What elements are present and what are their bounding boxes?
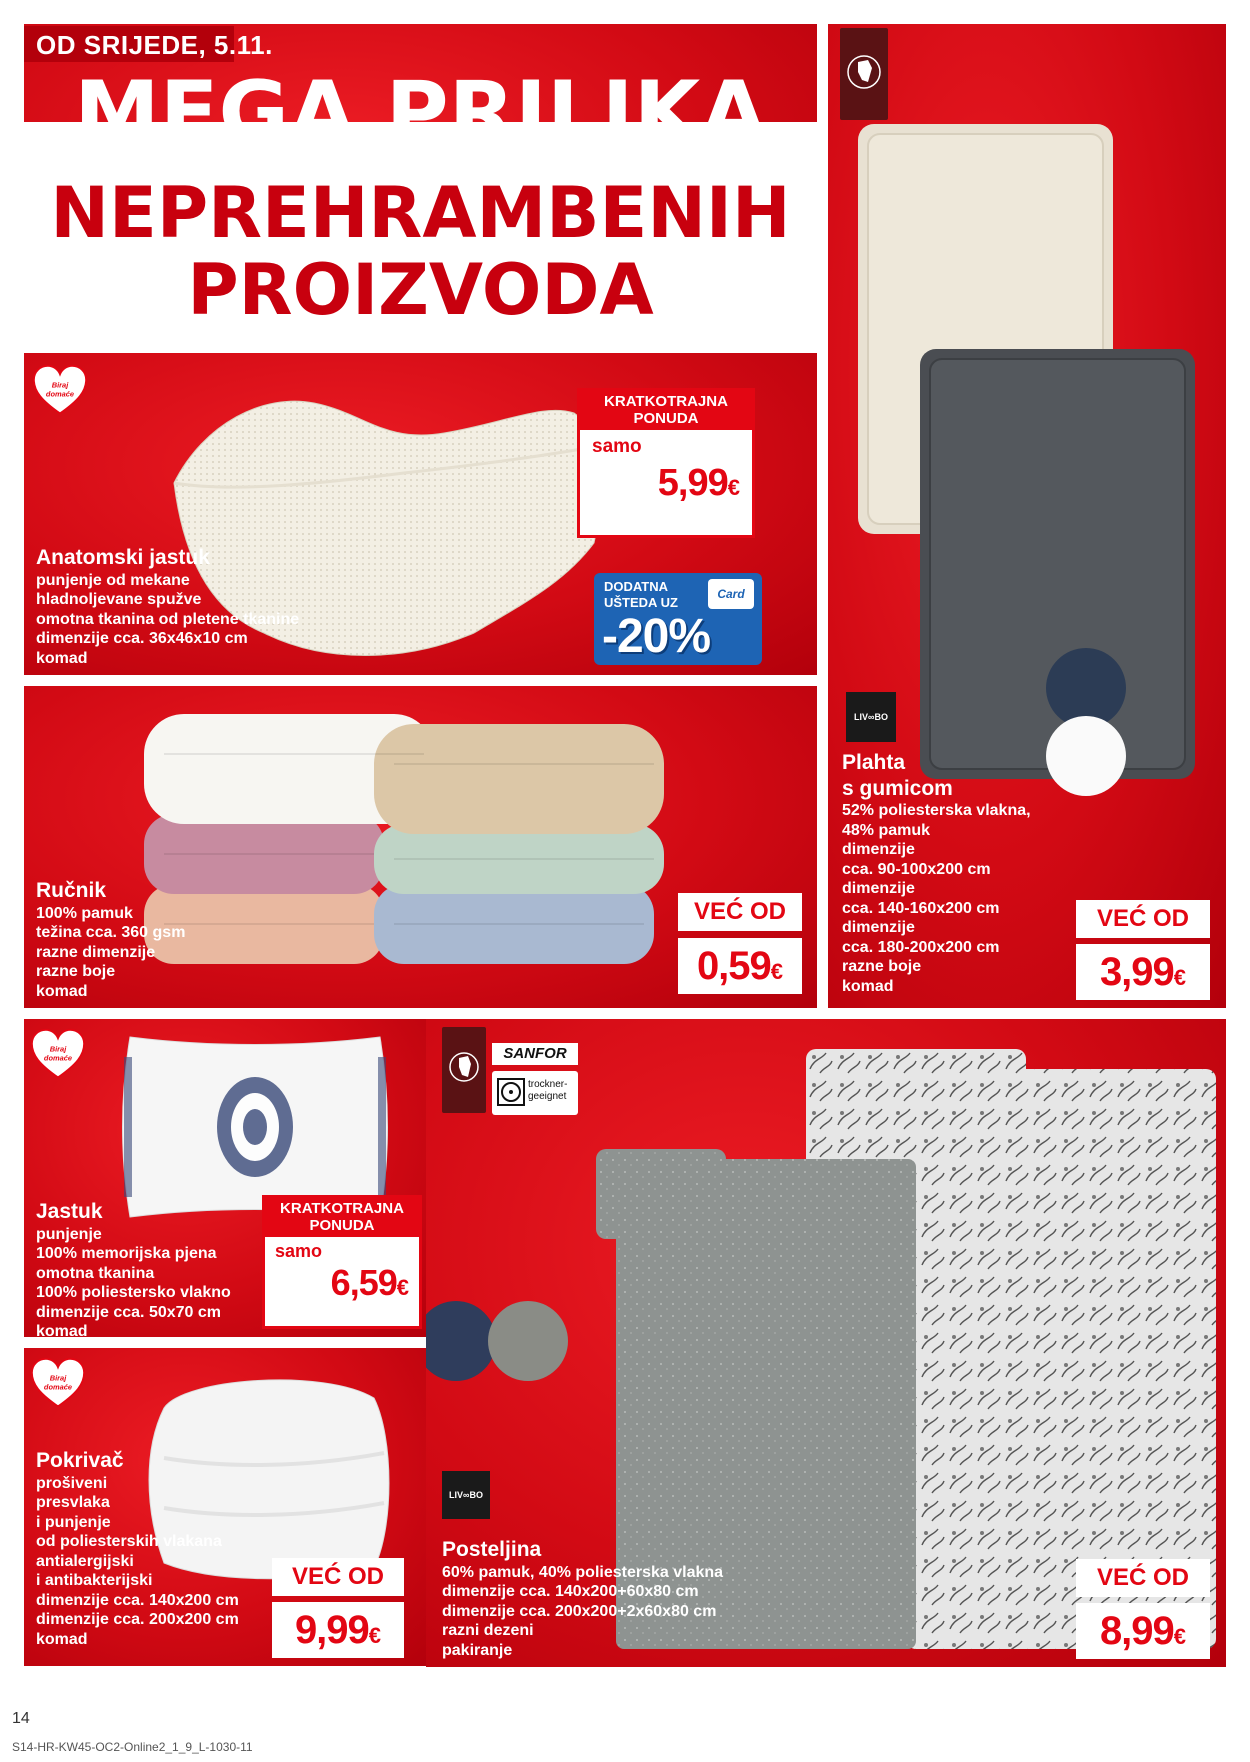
- desc-line: dimenzije cca. 50x70 cm: [36, 1303, 221, 1321]
- short-term-offer-box: [262, 1195, 422, 1329]
- headline-line-1: MEGA PRILIKA: [74, 63, 767, 163]
- fitted-sheet-description: [842, 750, 1102, 996]
- svg-text:domaće: domaće: [43, 1053, 73, 1063]
- desc-line: 100% pamuk: [36, 904, 133, 922]
- sheet-price: [1076, 944, 1210, 1000]
- short-term-offer-body: [265, 1237, 419, 1308]
- desc-line: prošiveni: [36, 1474, 108, 1492]
- heart-badge: [30, 1356, 86, 1412]
- sheet-vec-od: VEĆ OD: [1076, 900, 1210, 938]
- product-title: Pokrivač: [36, 1449, 124, 1472]
- desc-line: dimenzije cca. 36x46x10 cm: [36, 630, 248, 648]
- price-value: 5,99: [657, 461, 728, 504]
- svg-text:Biraj: Biraj: [49, 1373, 67, 1383]
- euro-sign: €: [396, 1274, 409, 1300]
- svg-text:domaće: domaće: [43, 1382, 73, 1392]
- towel-price: [678, 938, 802, 994]
- svg-text:Biraj: Biraj: [51, 380, 69, 390]
- desc-line: hladnoljevane spužve: [36, 591, 202, 609]
- short-term-offer-header: [580, 391, 752, 430]
- fabric-swatch-grey: [488, 1301, 568, 1381]
- short-term-offer-header: [265, 1198, 419, 1237]
- fitted-sheet-panel: [828, 24, 1226, 1008]
- price-value: 8,99: [1099, 1609, 1174, 1653]
- bedding-panel: [426, 1019, 1226, 1667]
- desc-line: razne boje: [36, 963, 116, 981]
- card-text-1: DODATNA: [604, 579, 669, 594]
- short-term-offer-body: [580, 430, 752, 511]
- desc-line: komad: [36, 1323, 88, 1337]
- short-term-offer-line-2: PONUDA: [309, 1217, 375, 1235]
- desc-line: punjenje: [36, 1225, 102, 1243]
- desc-line: cca. 90-100x200 cm: [842, 860, 991, 878]
- headline-line-2: NEPREHRAMBENIH: [50, 172, 791, 254]
- memory-pillow-price: [275, 1262, 409, 1304]
- euro-sign: €: [1173, 1624, 1187, 1649]
- samo-label: samo: [275, 1240, 323, 1261]
- desc-line: cca. 180-200x200 cm: [842, 938, 1000, 956]
- logo-text: LIV∞BO: [854, 712, 888, 722]
- desc-line: punjenje od mekane: [36, 571, 190, 589]
- desc-line: dimenzije: [842, 880, 915, 898]
- price-value: 0,59: [696, 944, 771, 988]
- desc-line: razne boje: [842, 958, 922, 976]
- price-value: 3,99: [1099, 950, 1174, 994]
- desc-line: presvlaka: [36, 1494, 110, 1512]
- duvet-price: [272, 1602, 404, 1658]
- desc-line: dimenzije cca. 200x200 cm: [36, 1611, 239, 1629]
- livarno-logo: [442, 1471, 490, 1519]
- livarno-logo: [846, 692, 896, 742]
- africa-icon: [840, 28, 888, 120]
- desc-line: cca. 140-160x200 cm: [842, 899, 1000, 917]
- short-term-offer-line-1: KRATKOTRAJNA: [604, 393, 728, 410]
- desc-line: dimenzije: [842, 919, 915, 937]
- anatomic-pillow-price: [592, 462, 740, 505]
- desc-line: komad: [36, 649, 88, 667]
- logo-text: LIV∞BO: [449, 1490, 483, 1500]
- africa-icon: [442, 1027, 486, 1113]
- desc-line: omotna tkanina: [36, 1264, 155, 1282]
- euro-sign: €: [1173, 965, 1187, 990]
- desc-line: omotna tkanina od pletene tkanine: [36, 610, 300, 628]
- product-title: Ručnik: [36, 879, 107, 902]
- duvet-description: [36, 1448, 286, 1649]
- bedding-vec-od: VEĆ OD: [1076, 1559, 1210, 1597]
- svg-text:domaće: domaće: [45, 389, 75, 399]
- desc-line: 48% pamuk: [842, 821, 931, 839]
- price-value: 9,99: [294, 1608, 369, 1652]
- desc-line: dimenzije cca. 140x200+60x80 cm: [442, 1583, 699, 1601]
- desc-line: i punjenje: [36, 1513, 111, 1531]
- card-icon: [708, 579, 754, 609]
- card-discount-badge: [594, 573, 762, 665]
- desc-line: dimenzije cca. 200x200+2x60x80 cm: [442, 1602, 717, 1620]
- desc-line: od poliesterskih vlakana: [36, 1533, 222, 1551]
- page-code: S14-HR-KW45-OC2-Online2_1_9_L-1030-11: [12, 1740, 253, 1754]
- card-text-2: UŠTEDA UZ: [604, 595, 678, 610]
- desc-line: 60% pamuk, 40% poliesterska vlakna: [442, 1563, 724, 1581]
- duvet-vec-od: VEĆ OD: [272, 1558, 404, 1596]
- discount-value: -20%: [602, 610, 711, 663]
- dryer-text: trockner-geeignet: [528, 1079, 568, 1102]
- cotton-africa-logo: [840, 28, 888, 120]
- short-term-offer-box: [577, 388, 755, 538]
- page-number: 14: [12, 1710, 30, 1727]
- bedding-description: [442, 1537, 862, 1660]
- desc-line: i antibakterijski: [36, 1572, 153, 1590]
- bedding-price: [1076, 1603, 1210, 1659]
- towel-vec-od: VEĆ OD: [678, 893, 802, 931]
- short-term-offer-line-2: PONUDA: [633, 410, 699, 428]
- desc-line: težina cca. 360 gsm: [36, 924, 186, 942]
- desc-line: komad: [842, 977, 894, 995]
- card-word: Card: [717, 587, 745, 601]
- svg-text:Biraj: Biraj: [49, 1044, 67, 1054]
- sanfor-text: SANFOR: [503, 1045, 567, 1062]
- product-title: Anatomski jastuk: [36, 546, 210, 569]
- memory-pillow-description: [36, 1199, 276, 1337]
- desc-line: komad: [36, 1630, 88, 1648]
- towel-panel: [24, 686, 817, 1008]
- cotton-africa-logo: [442, 1027, 486, 1113]
- anatomic-pillow-panel: [24, 353, 817, 675]
- desc-line: komad: [36, 982, 88, 1000]
- desc-line: 100% memorijska pjena: [36, 1245, 217, 1263]
- short-term-offer-line-1: KRATKOTRAJNA: [280, 1200, 404, 1217]
- product-title: Jastuk: [36, 1200, 103, 1223]
- product-title-2: s gumicom: [842, 776, 953, 800]
- desc-line: 52% poliesterska vlakna,: [842, 802, 1031, 820]
- desc-line: razne dimenzije: [36, 943, 156, 961]
- desc-line: dimenzije cca. 140x200 cm: [36, 1591, 239, 1609]
- desc-line: 100% poliestersko vlakno: [36, 1284, 231, 1302]
- duvet-panel: [24, 1348, 430, 1666]
- desc-line: razni dezeni: [442, 1622, 534, 1640]
- heart-badge: [32, 363, 88, 419]
- date-label: OD SRIJEDE, 5.11.: [36, 30, 273, 60]
- dryer-icon: [496, 1077, 526, 1107]
- euro-sign: €: [770, 959, 784, 984]
- product-title: Posteljina: [442, 1538, 542, 1561]
- price-value: 6,59: [330, 1261, 397, 1303]
- towel-description: [36, 878, 256, 1001]
- desc-line: antialergijski: [36, 1552, 134, 1570]
- fabric-swatch-patterned: [426, 1301, 496, 1381]
- samo-label: samo: [592, 435, 642, 457]
- memory-pillow-panel: [24, 1019, 430, 1337]
- headline-line-3: PROIZVODA: [187, 249, 654, 331]
- heart-badge: [30, 1027, 86, 1083]
- euro-sign: €: [727, 474, 740, 500]
- fitted-sheet-image: [858, 124, 1198, 784]
- desc-line: pakiranje: [442, 1641, 513, 1659]
- desc-line: dimenzije: [842, 841, 915, 859]
- euro-sign: €: [368, 1623, 382, 1648]
- product-title: Plahta: [842, 751, 906, 774]
- anatomic-pillow-description: [36, 545, 386, 668]
